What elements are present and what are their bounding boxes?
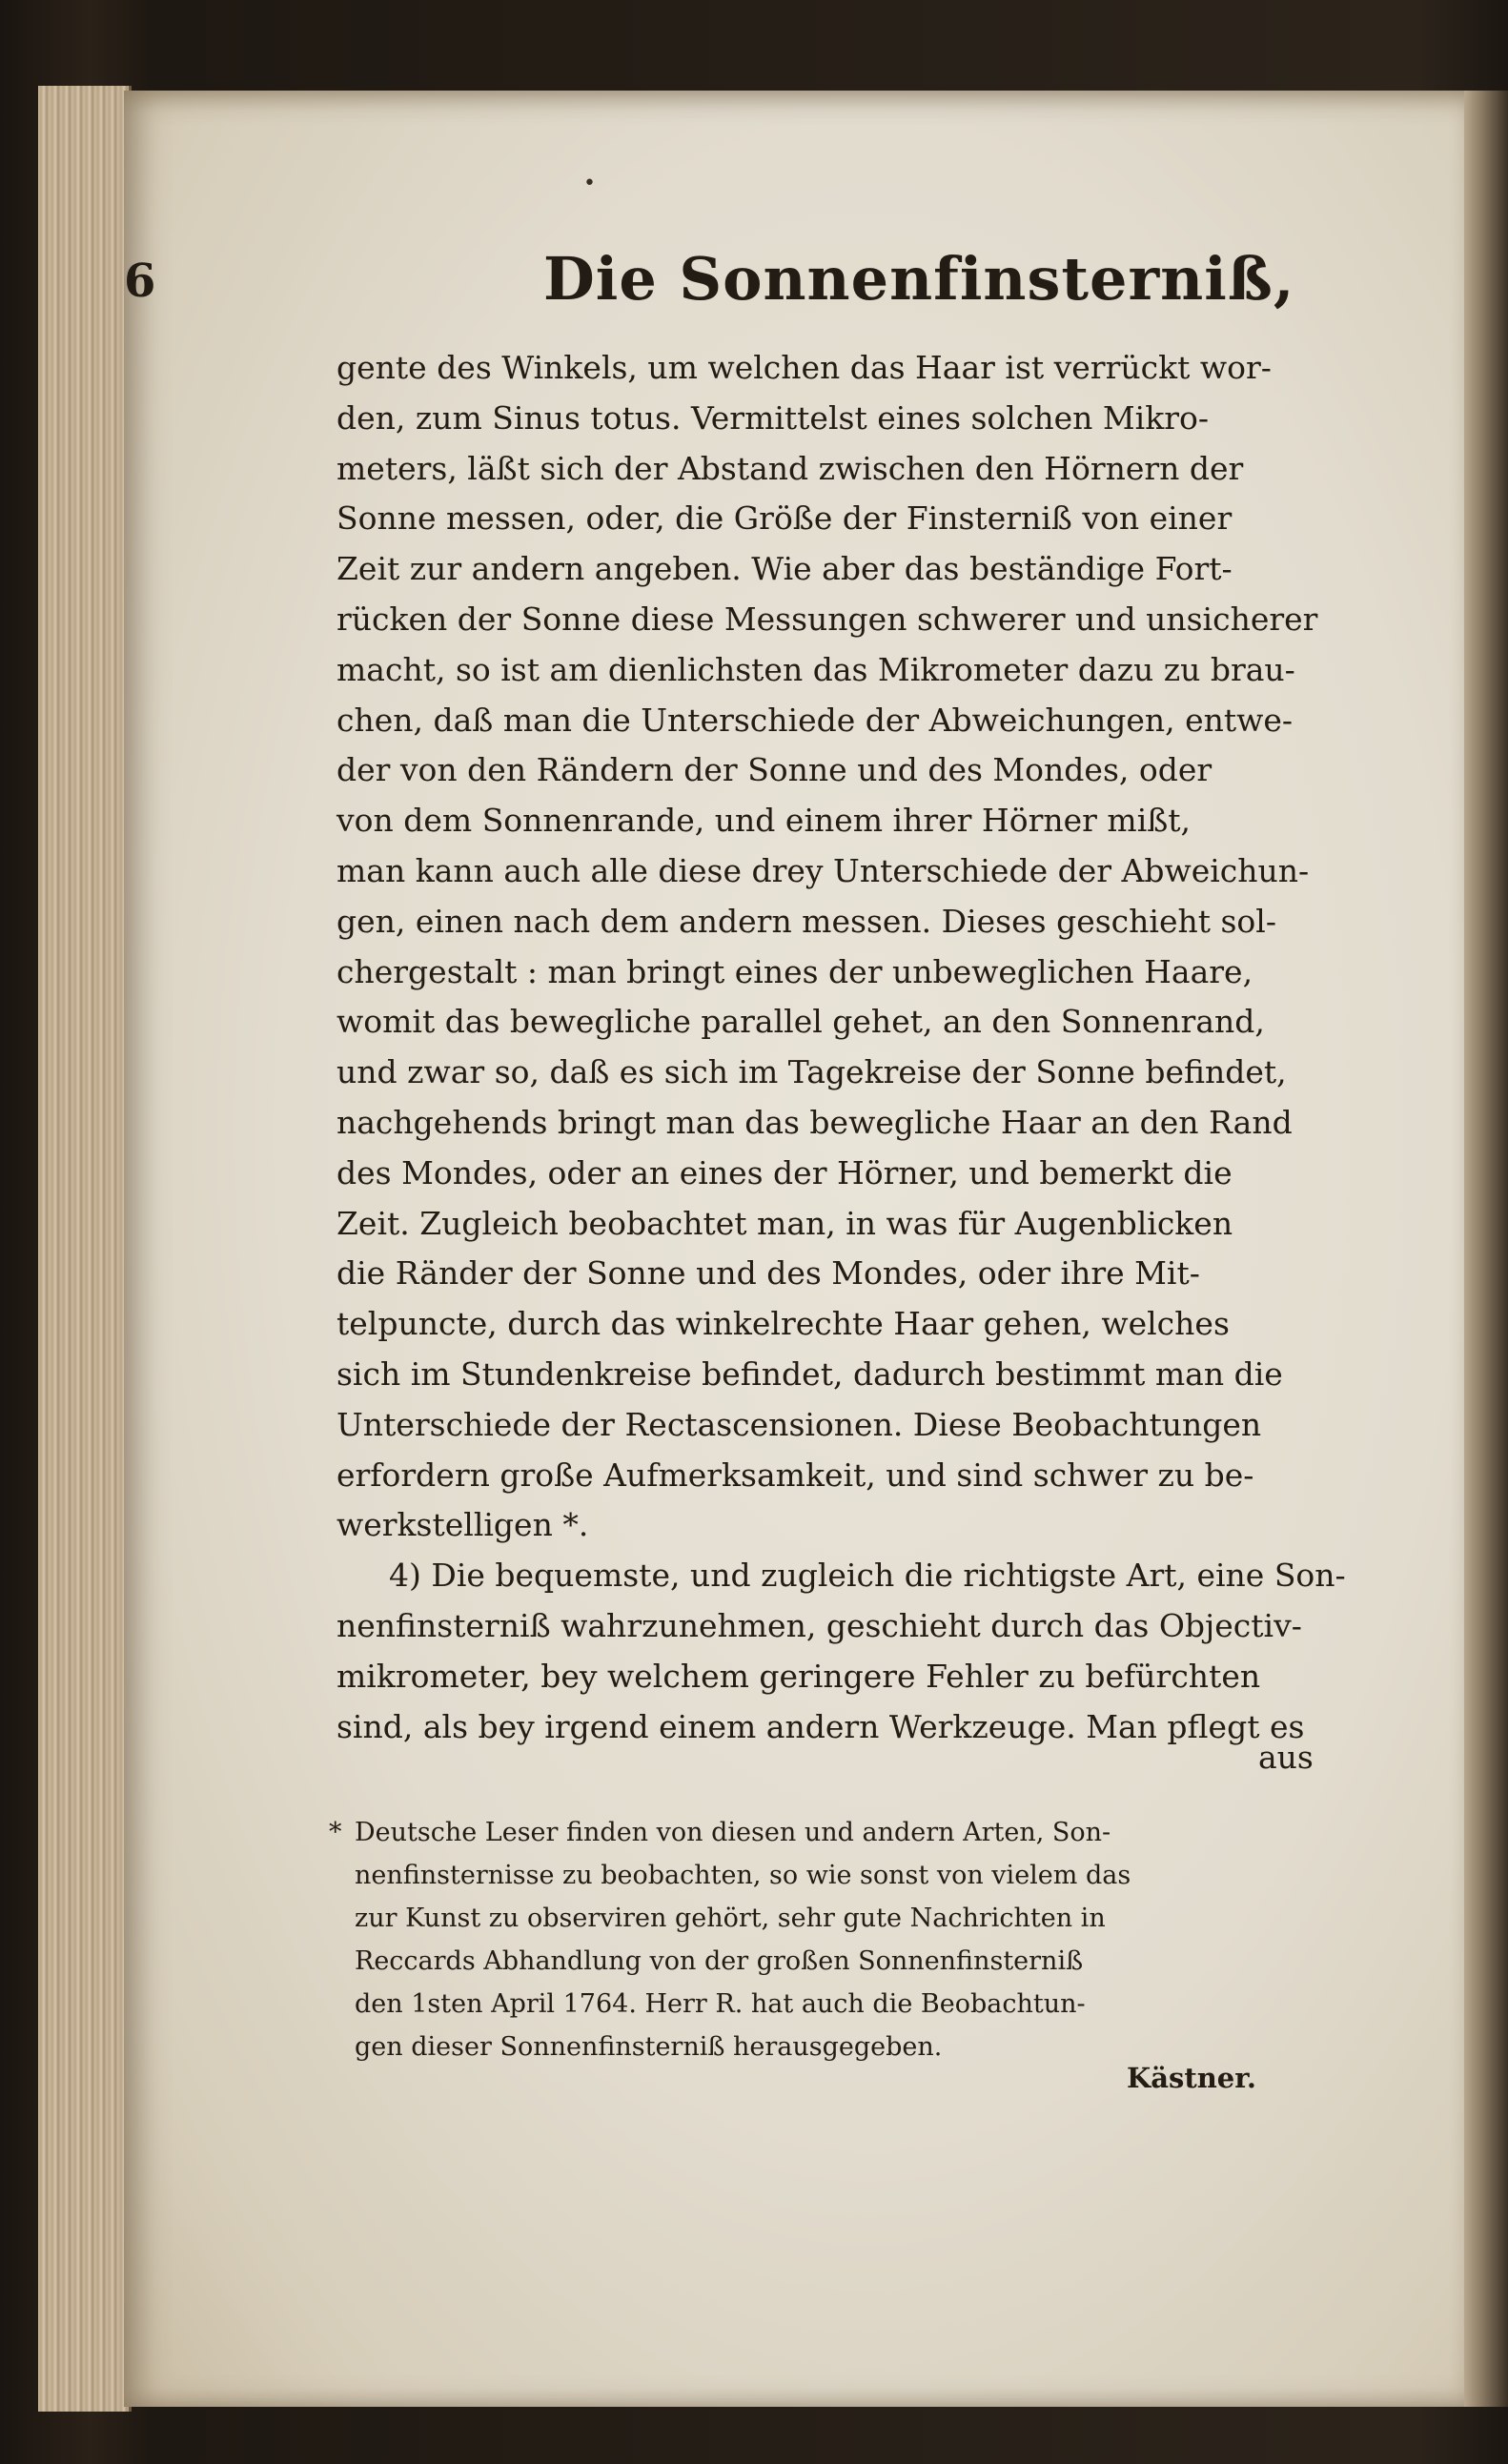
text-line: Zeit zur andern angeben. Wie aber das beständige Fort- — [336, 550, 1233, 588]
text-line: werkstelligen *. — [336, 1506, 589, 1544]
text-line: Unterschiede der Rectascensionen. Diese Beobachtungen — [336, 1405, 1262, 1443]
text-line: von dem Sonnenrande, und einem ihrer Hörner mißt, — [336, 802, 1192, 840]
footnote-signature: Kästner. — [1127, 2062, 1256, 2094]
footnote-line: Deutsche Leser finden von diesen und andern Arten, Son- — [355, 1818, 1111, 1847]
text-line: der von den Rändern der Sonne und des Mondes, oder — [336, 751, 1213, 789]
text-line: chergestalt : man bringt eines der unbeweglichen Haare, — [336, 952, 1253, 990]
footnote-line: Reccards Abhandlung von der großen Sonnenfinsterniß — [355, 1946, 1084, 1976]
text-line: rücken der Sonne diese Messungen schwerer und unsicherer — [336, 600, 1318, 638]
paragraph-line: sind, als bey irgend einem andern Werkzeuge. Man pflegt es — [336, 1707, 1305, 1745]
text-line: und zwar so, daß es sich im Tagekreise der Sonne befindet, — [336, 1053, 1287, 1091]
running-title: Die Sonnenfinsterniß, — [543, 244, 1295, 314]
paragraph-line: mikrometer, bey welchem geringere Fehler zu befürchten — [336, 1657, 1261, 1695]
footnote-line: den 1sten April 1764. Herr R. hat auch die Beobachtun- — [355, 1989, 1086, 2019]
text-line: den, zum Sinus totus. Vermittelst eines solchen Mikro- — [336, 398, 1209, 437]
footnote-line: gen dieser Sonnenfinsterniß herausgegeben. — [355, 2032, 943, 2062]
text-line: des Mondes, oder an eines der Hörner, und bemerkt die — [336, 1153, 1233, 1191]
text-line: telpuncte, durch das winkelrechte Haar gehen, welches — [336, 1305, 1230, 1343]
text-line: Sonne messen, oder, die Größe der Finsterniß von einer — [336, 499, 1233, 538]
text-line: erfordern große Aufmerksamkeit, und sind schwer zu be- — [336, 1456, 1254, 1494]
footnote-line: zur Kunst zu observiren gehört, sehr gute Nachrichten in — [355, 1904, 1106, 1933]
paragraph-line: nenfinsterniß wahrzunehmen, geschieht durch das Objectiv- — [336, 1606, 1302, 1644]
text-line: man kann auch alle diese drey Unterschiede der Abweichun- — [336, 851, 1310, 889]
text-line: macht, so ist am dienlichsten das Mikrometer dazu zu brau- — [336, 650, 1295, 688]
text-line: meters, läßt sich der Abstand zwischen den Hörnern der — [336, 449, 1244, 487]
footnote-line: nenfinsternisse zu beobachten, so wie sonst von vielem das — [355, 1861, 1131, 1890]
page-edges-gutter — [38, 86, 132, 2412]
ornament-mark: • — [583, 172, 596, 195]
body-text — [336, 343, 1366, 1752]
text-line: gen, einen nach dem andern messen. Dieses geschieht sol- — [336, 902, 1276, 940]
text-line: chen, daß man die Unterschiede der Abweichungen, entwe- — [336, 701, 1294, 739]
footnote-marker: * — [329, 1818, 342, 1847]
text-line: sich im Stundenkreise befindet, dadurch bestimmt man die — [336, 1354, 1283, 1393]
text-line: gente des Winkels, um welchen das Haar ist verrückt wor- — [336, 349, 1272, 386]
footnote — [355, 1811, 1365, 2068]
catchword: aus — [1258, 1739, 1314, 1776]
text-line: womit das bewegliche parallel gehet, an den Sonnenrand, — [336, 1003, 1265, 1041]
right-page-edge — [1464, 91, 1508, 2407]
text-line: nachgehends bringt man das bewegliche Haar an den Rand — [336, 1103, 1293, 1141]
text-line: Zeit. Zugleich beobachtet man, in was für Augenblicken — [336, 1204, 1233, 1242]
page-number: 6 — [124, 255, 156, 308]
text-line: die Ränder der Sonne und des Mondes, oder ihre Mit- — [336, 1254, 1200, 1293]
paragraph-line: 4) Die bequemste, und zugleich die richtigste Art, eine Son- — [389, 1557, 1346, 1595]
